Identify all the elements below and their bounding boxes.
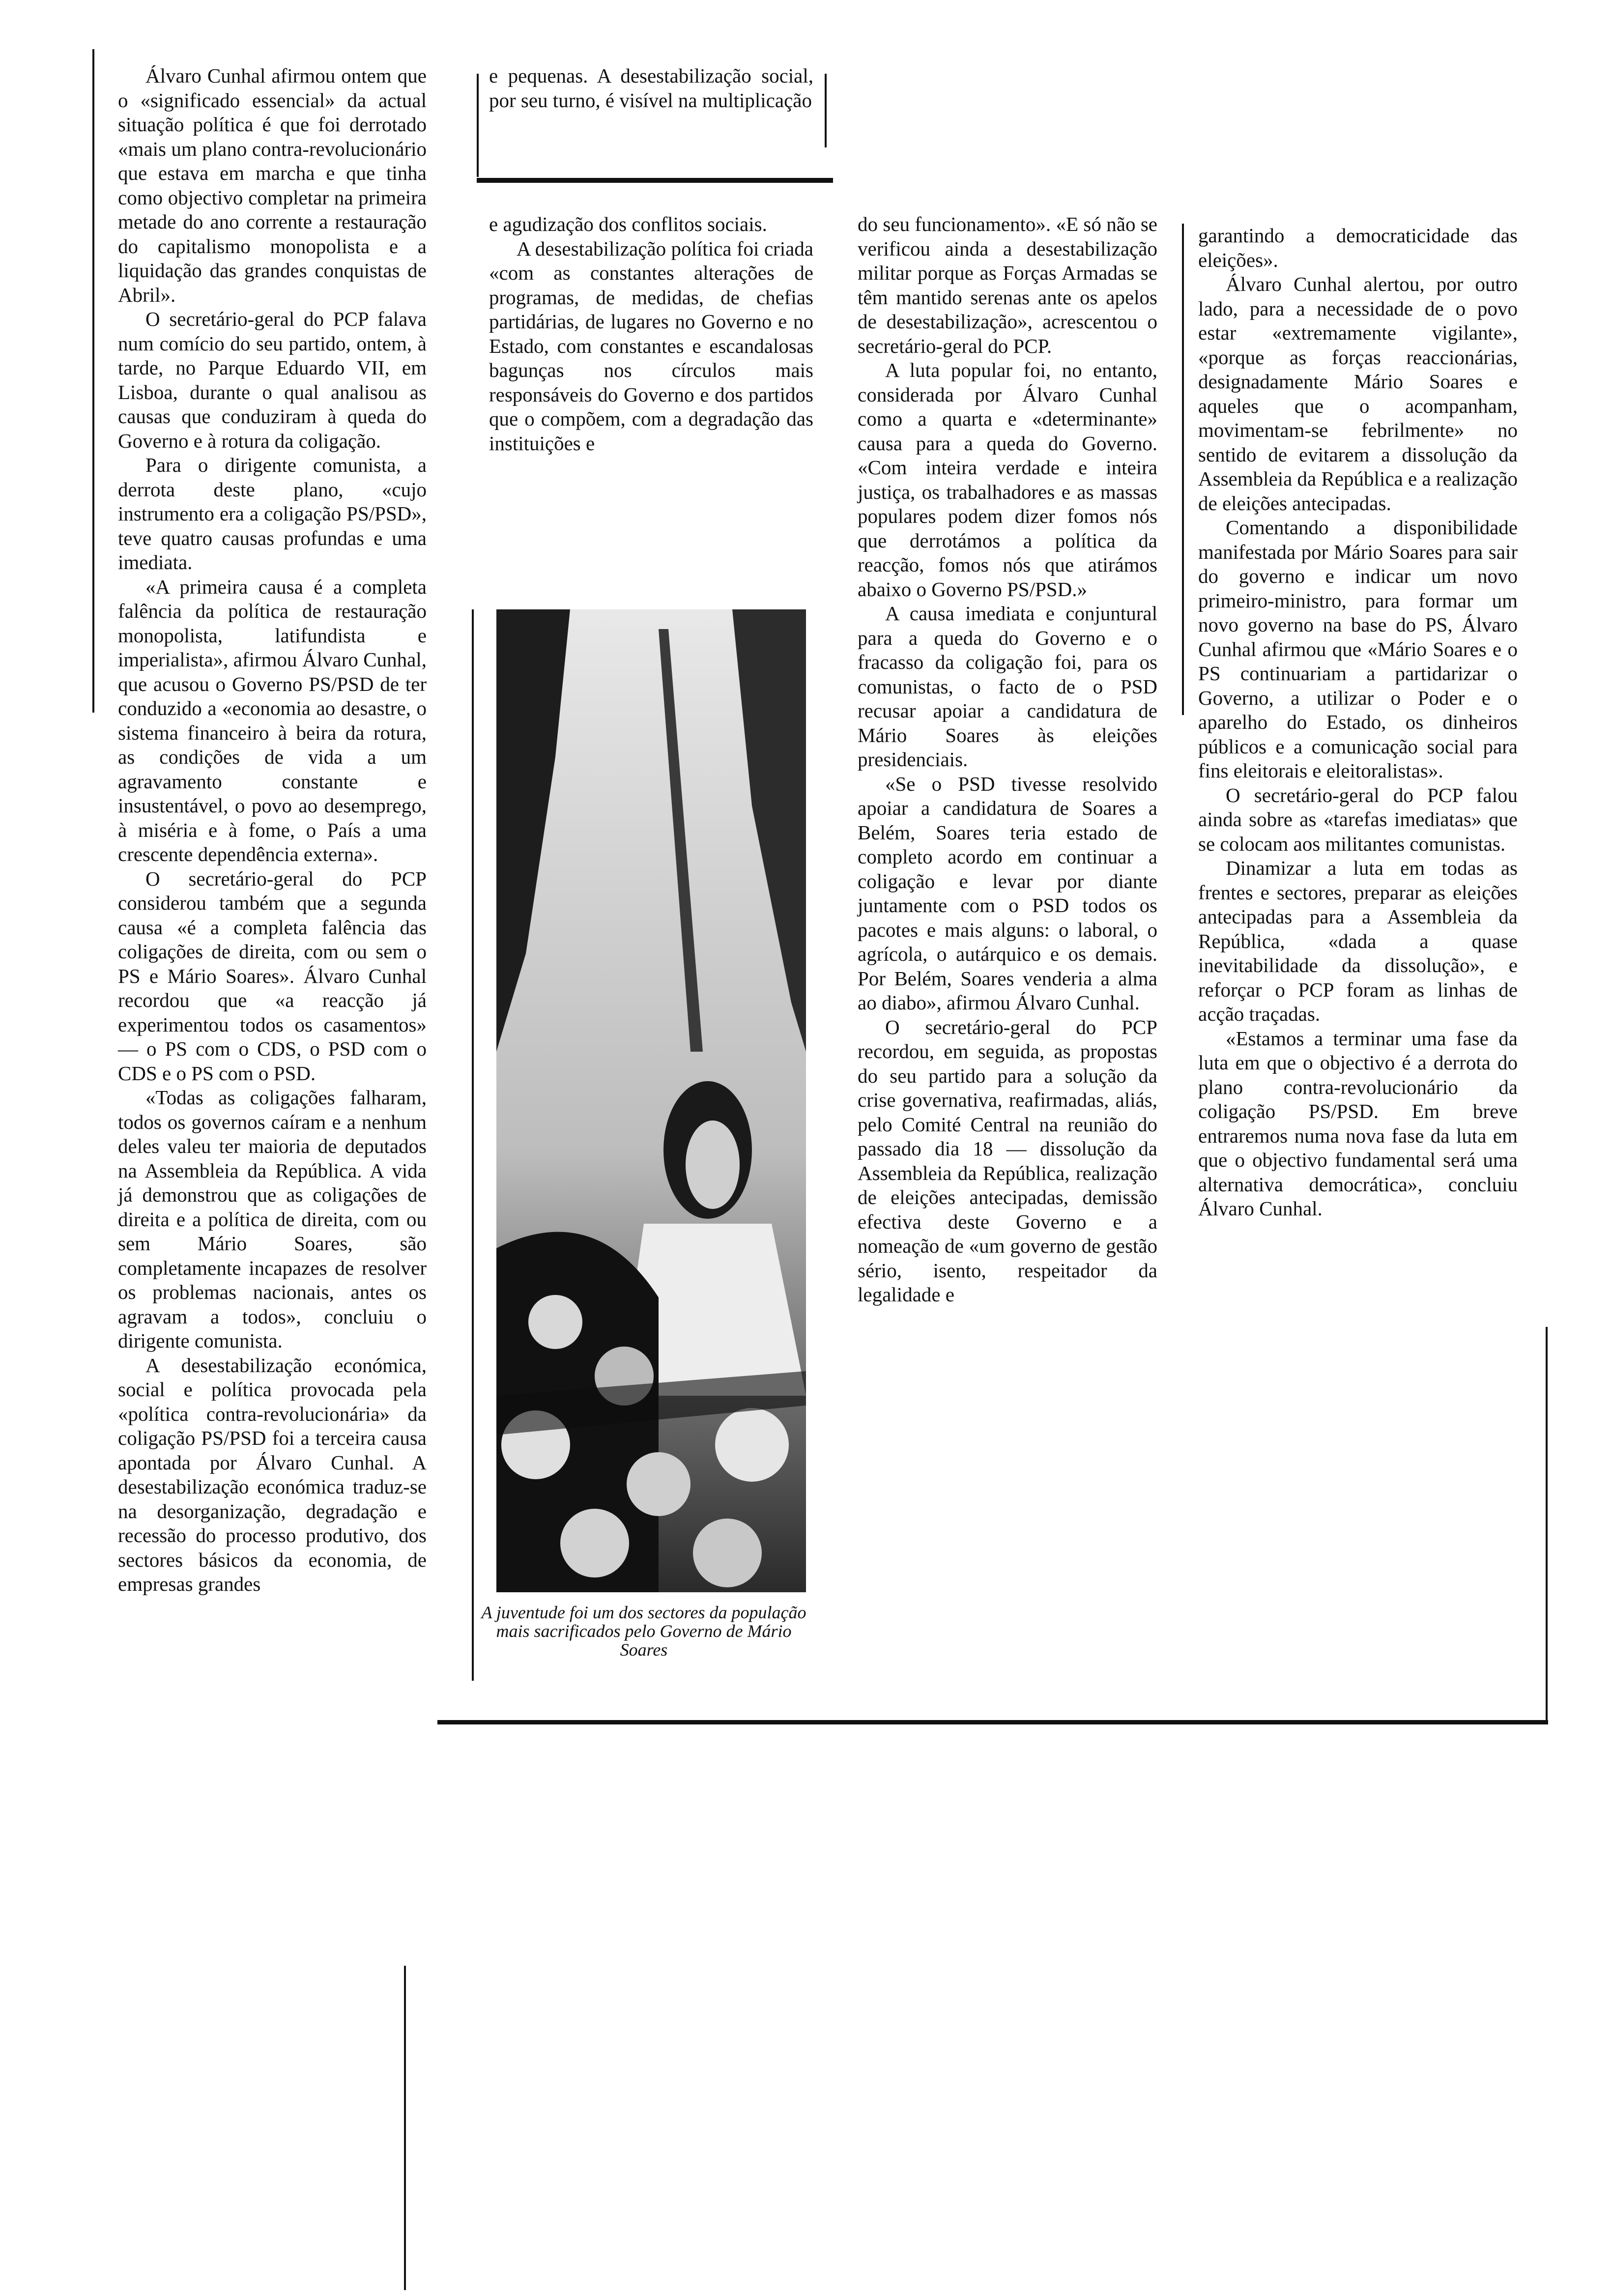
- article-column-1: [118, 64, 427, 1597]
- inset-bottom-rule: [477, 178, 833, 183]
- paragraph: O secretário-geral do PCP falava num comício do seu partido, ontem, à tarde, no Parque Eduardo VII, em Lisboa, durante o qual analisou as causas que conduziram à queda do Governo e à rotura da coligação.: [118, 308, 427, 452]
- paragraph: Comentando a disponibilidade manifestada por Mário Soares para sair do governo e indicar um novo primeiro-ministro, para formar um novo governo na base do PS, Álvaro Cunhal afirmou que «Mário Soares e o PS continuariam a partidarizar o Governo, a utilizar o Poder e o aparelho do Estado, os dinheiros públicos e a comunicação social para fins eleitorais e eleitoralistas».: [1198, 516, 1518, 782]
- top-inset-rule-right: [825, 74, 827, 147]
- paragraph: Dinamizar a luta em todas as frentes e sectores, preparar as eleições antecipadas para a Assembleia da República, «dada a quase inevitabilidade da dissolução», e reforçar o PCP foram as linhas de acção traçadas.: [1198, 857, 1518, 1025]
- article-column-4: [1198, 224, 1518, 1221]
- left-margin-rule: [92, 49, 94, 713]
- paragraph: O secretário-geral do PCP recordou, em seguida, as propostas do seu partido para a solução da crise governativa, reafirmadas, aliás, pelo Comité Central na reunião do passado dia 18 — dissolução da Assembleia da República, realização de eleições antecipadas, demissão efectiva deste Governo e a nomeação de «um governo de gestão sério, isento, respeitador da legalidade e: [858, 1015, 1157, 1306]
- paragraph: e agudização dos conflitos sociais.: [489, 213, 767, 235]
- photo-image: [496, 609, 806, 1592]
- paragraph: O secretário-geral do PCP falou ainda sobre as «tarefas imediatas» que se colocam aos militantes comunistas.: [1198, 783, 1518, 855]
- paragraph: A desestabilização económica, social e política provocada pela «política contra-revolucionária» da coligação PS/PSD foi a terceira causa apontada por Álvaro Cunhal. A desestabilização económica traduz-se na desorganização, degradação e recessão do processo produtivo, dos sectores básicos da economia, de empresas grandes: [118, 1353, 427, 1595]
- paragraph: «Todas as coligações falharam, todos os governos caíram e a nenhum deles valeu ter maioria de deputados na Assembleia da República. A vida já demonstrou que as coligações de direita e a política de direita, com ou sem Mário Soares, são completamente incapazes de resolver os problemas nacionais, antes os agravam a todos», concluiu o dirigente comunista.: [118, 1086, 427, 1352]
- paragraph: A luta popular foi, no entanto, considerada por Álvaro Cunhal como a quarta e «determinante» causa para a queda do Governo. «Com inteira verdade e inteira justiça, os trabalhadores e as massas populares podem dizer fomos nós que derrotámos a política da reacção, fomos nós que atirámos abaixo o Governo PS/PSD.»: [858, 359, 1157, 601]
- paragraph: A causa imediata e conjuntural para a queda do Governo e o fracasso da coligação foi, para os comunistas, o facto de o PSD recusar apoiar a candidatura de Mário Soares às eleições presidenciais.: [858, 602, 1157, 771]
- paragraph: Para o dirigente comunista, a derrota deste plano, «cujo instrumento era a coligação PS/PSD», teve quatro causas profundas e uma imediata.: [118, 454, 427, 574]
- article-column-3: [858, 212, 1157, 1307]
- paragraph: e pequenas. A desestabilização social, por seu turno, é visível na multiplicação: [489, 64, 813, 112]
- article-column-2-top: [489, 64, 813, 113]
- paragraph: A desestabilização política foi criada «com as constantes alterações de programas, de medidas, de chefias partidárias, de lugares no Governo e no Estado, com constantes e escandalosas bagunças nos círculos mais responsáveis do Governo e dos partidos que o compõem, com a degradação das instituições e: [489, 237, 813, 455]
- top-inset-rule-left: [477, 74, 479, 177]
- paragraph: O secretário-geral do PCP considerou também que a segunda causa «é a completa falência das coligações de direita, com ou sem o PS e Mário Soares». Álvaro Cunhal recordou que «a reacção já experimentou todos os casamentos» — o PS com o CDS, o PSD com o CDS e o PS com o PSD.: [118, 867, 427, 1085]
- paragraph: Álvaro Cunhal afirmou ontem que o «significado essencial» da actual situação política é que foi derrotado «mais um plano contra-revolucionário que estava em marcha e que tinha como objectivo completar na primeira metade do ano corrente a restauração do capitalismo monopolista e a liquidação das grandes conquistas de Abril».: [118, 64, 427, 306]
- left-margin-rule-lower: [404, 1966, 406, 2290]
- right-margin-rule: [1546, 1327, 1548, 1720]
- column-rule-4: [1182, 224, 1184, 715]
- article-column-2: [489, 212, 813, 456]
- photo-caption: A juventude foi um dos sectores da população mais sacrificados pelo Governo de Mário Soares: [481, 1603, 806, 1660]
- paragraph: «Estamos a terminar uma fase da luta em que o objectivo é a derrota do plano contra-revolucionário da coligação PS/PSD. Em breve entraremos numa nova fase da luta em que o objectivo fundamental será uma alternativa democrática», concluiu Álvaro Cunhal.: [1198, 1027, 1518, 1220]
- paragraph: do seu funcionamento». «E só não se verificou ainda a desestabilização militar porque as Forças Armadas se têm mantido serenas ante os apelos de desestabilização», acrescentou o secretário-geral do PCP.: [858, 213, 1157, 357]
- paragraph: «A primeira causa é a completa falência da política de restauração monopolista, latifundista e imperialista», afirmou Álvaro Cunhal, que acusou o Governo PS/PSD de ter conduzido a «economia ao desastre, o sistema financeiro à beira da rotura, as condições de vida a um agravamento constante e insustentável, o povo ao desemprego, à miséria e à fome, o País a uma crescente dependência externa».: [118, 575, 427, 865]
- paragraph: garantindo a democraticidade das eleições».: [1198, 224, 1518, 271]
- crowd-photo: [496, 609, 806, 1592]
- photo-frame-left: [472, 609, 474, 1681]
- bottom-rule: [437, 1720, 1548, 1724]
- paragraph: «Se o PSD tivesse resolvido apoiar a candidatura de Soares a Belém, Soares teria estado de completo acordo em continuar a coligação e levar por diante juntamente com o PSD todos os pacotes e mais alguns: o laboral, o agrícola, o autárquico e os demais. Por Belém, Soares venderia a alma ao diabo», afirmou Álvaro Cunhal.: [858, 772, 1157, 1014]
- paragraph: Álvaro Cunhal alertou, por outro lado, para a necessidade de o povo estar «extremamente vigilante», «porque as forças reaccionárias, designadamente Mário Soares e aqueles que o acompanham, movimentam-se febrilmente» no sentido de evitarem a dissolução da Assembleia da República e a realização de eleições antecipadas.: [1198, 273, 1518, 515]
